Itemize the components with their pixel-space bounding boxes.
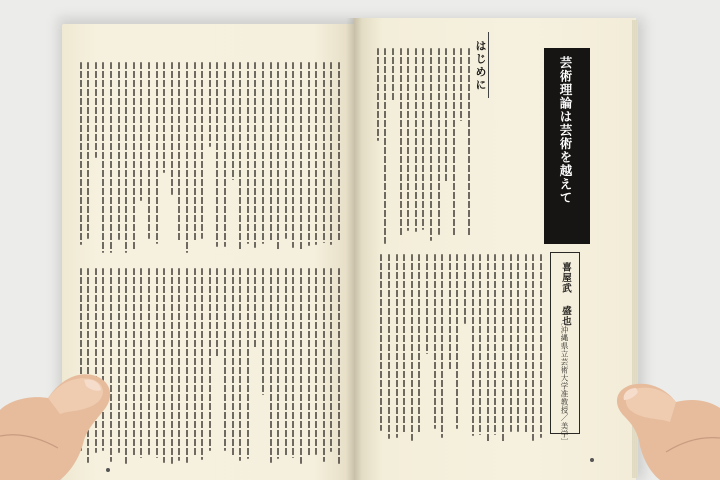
text-line — [380, 254, 382, 431]
text-line — [209, 62, 211, 147]
text-line — [201, 62, 203, 239]
text-line — [277, 62, 279, 250]
text-line — [422, 48, 424, 230]
text-line — [330, 62, 332, 245]
text-line — [247, 62, 249, 244]
right-page-upper-text — [376, 48, 472, 244]
text-line — [392, 48, 394, 102]
text-line — [517, 254, 519, 432]
text-line — [102, 62, 104, 253]
text-line — [224, 62, 226, 247]
text-line — [254, 268, 256, 349]
text-line — [270, 62, 272, 241]
text-line — [532, 254, 534, 441]
text-line — [434, 254, 436, 429]
text-line — [163, 268, 165, 463]
text-line — [464, 254, 466, 324]
text-line — [388, 254, 390, 439]
text-line — [315, 62, 317, 245]
right-page-lower-text — [376, 254, 544, 444]
left-page-upper-text — [74, 62, 342, 254]
text-line — [308, 62, 310, 246]
text-line — [384, 48, 386, 244]
text-line — [186, 268, 188, 463]
section-rule — [488, 32, 489, 98]
text-line — [285, 62, 287, 239]
text-line — [315, 268, 317, 455]
text-line — [110, 62, 112, 253]
section-title: はじめに — [474, 40, 487, 92]
text-line — [510, 254, 512, 432]
text-line — [148, 268, 150, 455]
text-line — [468, 48, 470, 237]
text-line — [171, 62, 173, 195]
text-line — [239, 268, 241, 461]
text-line — [171, 268, 173, 464]
text-line — [209, 268, 211, 451]
text-line — [400, 48, 402, 236]
text-line — [80, 62, 82, 245]
text-line — [308, 268, 310, 456]
text-line — [472, 254, 474, 436]
left-hand-icon — [0, 340, 130, 480]
text-line — [292, 62, 294, 248]
text-line — [411, 254, 413, 441]
text-line — [232, 62, 234, 180]
text-line — [418, 254, 420, 433]
text-line — [300, 268, 302, 464]
text-line — [540, 254, 542, 438]
text-line — [277, 268, 279, 459]
text-line — [323, 268, 325, 462]
text-line — [292, 268, 294, 458]
author-name: 喜屋武 盛也 — [560, 262, 571, 327]
right-hand-icon — [584, 350, 720, 480]
text-line — [453, 48, 455, 236]
text-line — [285, 268, 287, 457]
text-line — [133, 268, 135, 456]
text-line — [407, 48, 409, 231]
text-line — [396, 254, 398, 438]
book-gutter — [346, 18, 362, 480]
text-line — [247, 268, 249, 459]
text-line — [186, 62, 188, 253]
text-line — [254, 62, 256, 248]
text-line — [140, 62, 142, 201]
text-line — [456, 254, 458, 429]
text-line — [118, 62, 120, 240]
text-line — [148, 62, 150, 239]
text-line — [441, 254, 443, 438]
text-line — [426, 254, 428, 354]
text-line — [494, 254, 496, 435]
text-line — [178, 62, 180, 241]
text-line — [300, 62, 302, 250]
text-line — [216, 268, 218, 358]
author-affiliation: 〔沖縄県立芸術大学准教授／美学〕 — [560, 318, 569, 446]
text-line — [140, 268, 142, 458]
text-line — [430, 48, 432, 241]
text-line — [377, 48, 379, 141]
text-line — [224, 268, 226, 451]
text-line — [438, 48, 440, 235]
text-line — [487, 254, 489, 442]
text-line — [125, 62, 127, 253]
text-line — [323, 62, 325, 243]
text-line — [338, 62, 340, 242]
text-line — [403, 254, 405, 433]
text-line — [479, 254, 481, 435]
text-line — [270, 268, 272, 463]
text-line — [194, 268, 196, 456]
text-line — [133, 62, 135, 251]
text-line — [239, 62, 241, 250]
text-line — [460, 48, 462, 121]
text-line — [216, 62, 218, 247]
text-line — [445, 48, 447, 183]
text-line — [156, 268, 158, 458]
text-line — [415, 48, 417, 232]
chapter-heading: 芸術理論は芸術を越えて — [558, 56, 573, 205]
text-line — [330, 268, 332, 452]
text-line — [178, 268, 180, 461]
text-line — [95, 62, 97, 158]
text-line — [194, 62, 196, 241]
text-line — [502, 254, 504, 443]
text-line — [201, 268, 203, 460]
text-line — [338, 268, 340, 464]
text-line — [262, 268, 264, 395]
text-line — [87, 62, 89, 239]
text-line — [163, 62, 165, 173]
text-line — [156, 62, 158, 244]
text-line — [262, 62, 264, 244]
text-line — [449, 254, 451, 371]
text-line — [525, 254, 527, 433]
text-line — [232, 268, 234, 456]
